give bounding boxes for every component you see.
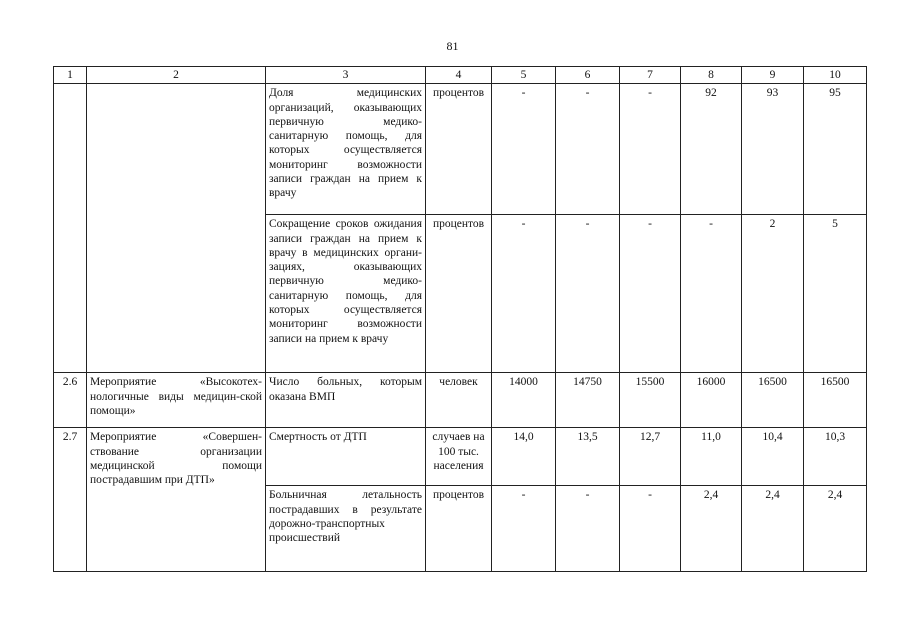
value-cell: - bbox=[556, 84, 620, 215]
value-cell: 16000 bbox=[681, 373, 742, 428]
column-header: 7 bbox=[620, 67, 681, 84]
table-row bbox=[54, 428, 867, 486]
value-cell: 15500 bbox=[620, 373, 681, 428]
indicator-cell: Доля медицинских организаций, оказывающих первичную медико-санитарную помощь, для которых осуществляется мониторинг возможности записи граждан на прием к врачу bbox=[266, 84, 426, 215]
unit-cell: процентов bbox=[426, 486, 492, 572]
indicator-cell: Сокращение сроков ожидания записи граждан на прием к врачу в медицинских органи-зациях, оказывающих первичную медико-санитарную помощь, для которых осуществляется мониторинг возможности записи на прием к врачу bbox=[266, 215, 426, 373]
value-cell: 92 bbox=[681, 84, 742, 215]
code-cell: 2.6 bbox=[54, 373, 87, 428]
value-cell: - bbox=[556, 486, 620, 572]
value-cell: 93 bbox=[742, 84, 804, 215]
value-cell: 10,4 bbox=[742, 428, 804, 486]
value-cell: 16500 bbox=[804, 373, 867, 428]
code-cell: 2.7 bbox=[54, 428, 87, 572]
value-cell: - bbox=[492, 84, 556, 215]
column-header: 4 bbox=[426, 67, 492, 84]
page-number: 81 bbox=[446, 39, 459, 53]
table-row bbox=[54, 373, 867, 428]
value-cell: 14,0 bbox=[492, 428, 556, 486]
indicators-table bbox=[53, 66, 867, 572]
column-header: 3 bbox=[266, 67, 426, 84]
indicator-cell: Больничная летальность пострадавших в результате дорожно-транспортных происшествий bbox=[266, 486, 426, 572]
column-header: 5 bbox=[492, 67, 556, 84]
column-header: 9 bbox=[742, 67, 804, 84]
value-cell: - bbox=[620, 215, 681, 373]
value-cell: 10,3 bbox=[804, 428, 867, 486]
value-cell: 14000 bbox=[492, 373, 556, 428]
unit-cell: человек bbox=[426, 373, 492, 428]
value-cell: 2,4 bbox=[681, 486, 742, 572]
table-row bbox=[54, 84, 867, 215]
value-cell: - bbox=[620, 84, 681, 215]
event-cell: Мероприятие «Высокотех-нологичные виды медицин-ской помощи» bbox=[87, 373, 266, 428]
value-cell: - bbox=[681, 215, 742, 373]
value-cell: 13,5 bbox=[556, 428, 620, 486]
column-header: 10 bbox=[804, 67, 867, 84]
value-cell: - bbox=[492, 486, 556, 572]
value-cell: 2,4 bbox=[742, 486, 804, 572]
header-row bbox=[54, 67, 867, 84]
column-header: 6 bbox=[556, 67, 620, 84]
value-cell: - bbox=[492, 215, 556, 373]
value-cell: 14750 bbox=[556, 373, 620, 428]
value-cell: 11,0 bbox=[681, 428, 742, 486]
value-cell: 95 bbox=[804, 84, 867, 215]
event-cell: Мероприятие «Совершен-ствование организации медицинской помощи пострадавшим при ДТП» bbox=[87, 428, 266, 572]
unit-cell: случаев на 100 тыс. населения bbox=[426, 428, 492, 486]
value-cell: - bbox=[556, 215, 620, 373]
value-cell: 2 bbox=[742, 215, 804, 373]
value-cell: 2,4 bbox=[804, 486, 867, 572]
value-cell: 12,7 bbox=[620, 428, 681, 486]
value-cell: 5 bbox=[804, 215, 867, 373]
code-cell bbox=[54, 84, 87, 373]
indicator-cell: Смертность от ДТП bbox=[266, 428, 426, 486]
column-header: 2 bbox=[87, 67, 266, 84]
indicator-cell: Число больных, которым оказана ВМП bbox=[266, 373, 426, 428]
value-cell: 16500 bbox=[742, 373, 804, 428]
column-header: 8 bbox=[681, 67, 742, 84]
value-cell: - bbox=[620, 486, 681, 572]
event-cell bbox=[87, 84, 266, 373]
column-header: 1 bbox=[54, 67, 87, 84]
unit-cell: процентов bbox=[426, 84, 492, 215]
unit-cell: процентов bbox=[426, 215, 492, 373]
